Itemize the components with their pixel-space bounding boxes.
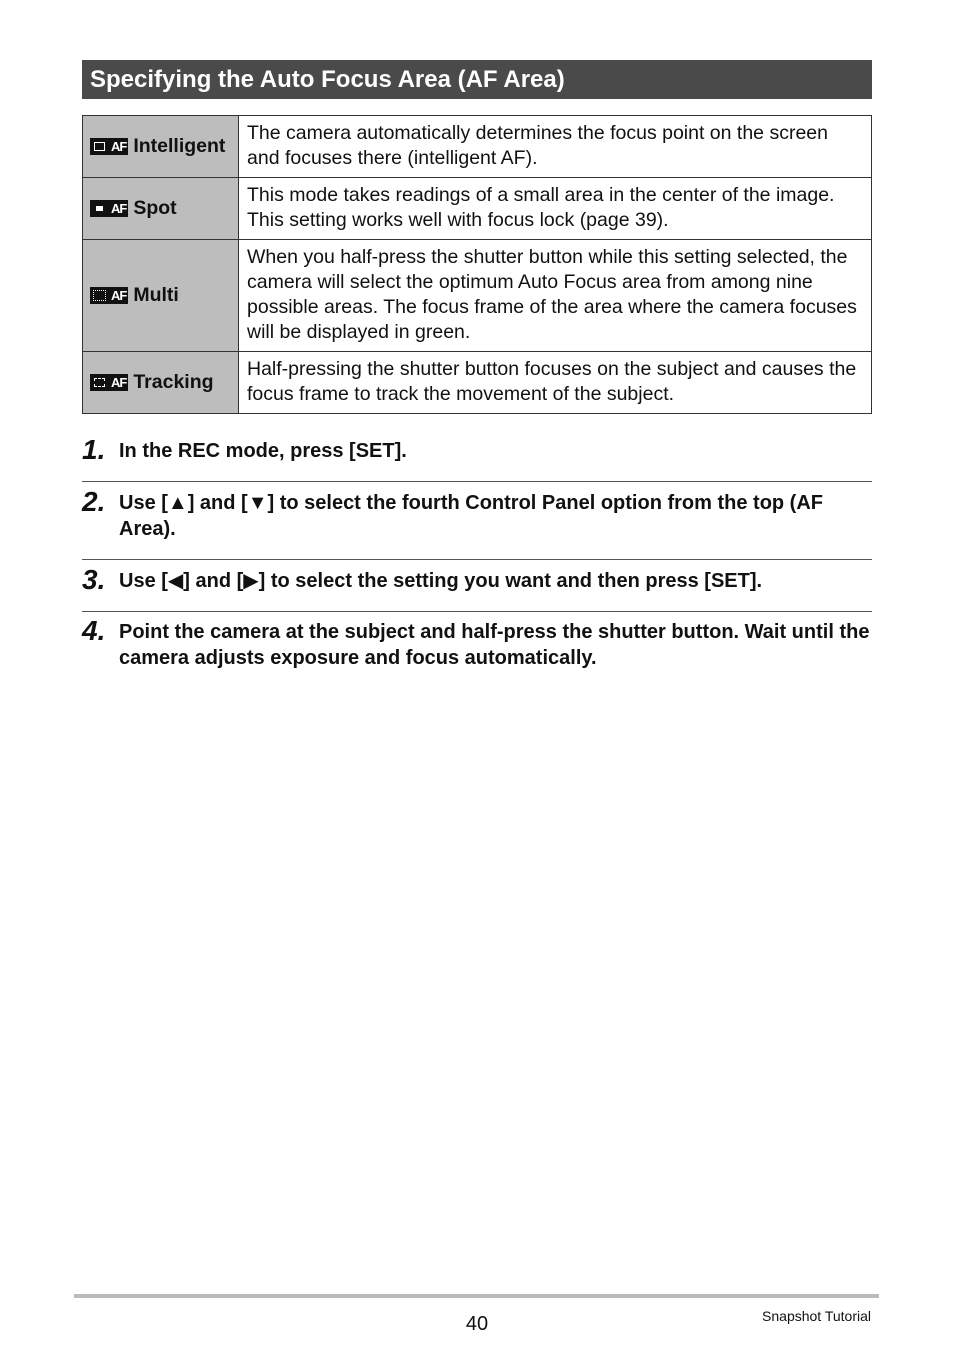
spot-af-icon: AF (90, 200, 128, 217)
mode-description: When you half-press the shutter button while this setting selected, the camera will select the optimum Auto Focus area from among nine possible areas. The focus frame of the area where the camera focuses will be displayed in green. (239, 240, 872, 352)
step-divider (82, 481, 872, 482)
step-text: Use [◀] and [▶] to select the setting you want and then press [SET]. (119, 570, 763, 592)
table-row (83, 240, 872, 352)
af-area-mode-table (82, 115, 872, 414)
step-text: In the REC mode, press [SET]. (119, 440, 407, 462)
step-3 (82, 564, 872, 595)
mode-label: Multi (133, 284, 179, 306)
mode-label: Spot (133, 197, 177, 219)
step-text: Point the camera at the subject and half-press the shutter button. Wait until the camera adjusts exposure and focus automatically. (119, 621, 870, 669)
mode-label: Intelligent (133, 135, 226, 157)
mode-name-cell (83, 352, 239, 414)
step-number: 2. (82, 486, 106, 517)
step-divider (82, 611, 872, 612)
step-number: 4. (82, 615, 106, 646)
intelligent-af-icon: AF (90, 138, 128, 155)
mode-name-cell (83, 116, 239, 178)
multi-af-icon: AF (90, 287, 128, 304)
step-number: 1. (82, 434, 106, 465)
mode-description: The camera automatically determines the focus point on the screen and focuses there (intelligent AF). (239, 116, 872, 178)
mode-description: This mode takes readings of a small area in the center of the image. This setting works well with focus lock (page 39). (239, 178, 872, 240)
table-row (83, 178, 872, 240)
table-row (83, 116, 872, 178)
step-divider (82, 559, 872, 560)
step-4 (82, 615, 872, 671)
footer-divider (74, 1294, 879, 1298)
step-1 (82, 434, 872, 465)
step-number: 3. (82, 564, 106, 595)
mode-description: Half-pressing the shutter button focuses on the subject and causes the focus frame to track the movement of the subject. (239, 352, 872, 414)
table-row (83, 352, 872, 414)
tracking-af-icon: AF (90, 374, 128, 391)
section-title: Specifying the Auto Focus Area (AF Area) (82, 60, 872, 99)
footer-section-label: Snapshot Tutorial (762, 1308, 871, 1324)
mode-name-cell (83, 240, 239, 352)
step-2 (82, 486, 872, 542)
page-number: 40 (465, 1313, 489, 1335)
step-text: Use [▲] and [▼] to select the fourth Control Panel option from the top (AF Area). (119, 492, 824, 540)
mode-label: Tracking (133, 371, 214, 393)
mode-name-cell (83, 178, 239, 240)
